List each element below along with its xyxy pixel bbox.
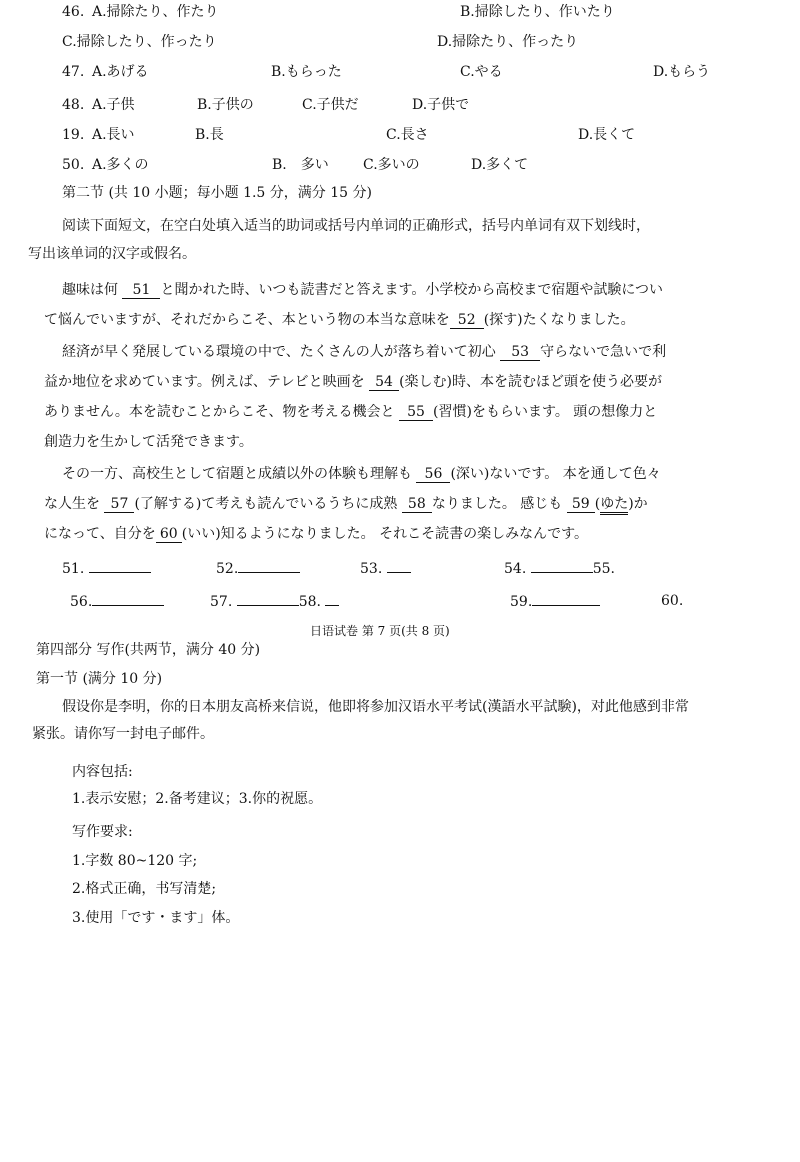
q49-option-d: D.長くて [578, 127, 636, 143]
answer-line[interactable] [532, 591, 600, 606]
answer-line[interactable] [531, 558, 593, 573]
q49-option-b: B.長 [195, 127, 224, 143]
double-underlined-word: ゆた [600, 496, 628, 515]
passage-text: (いい)知るようになりました。 それこそ読書の楽しみなんです。 [181, 526, 588, 542]
q48-option-c: C.子供だ [302, 97, 359, 113]
q50-number: 50. [62, 157, 85, 173]
passage-text: )か [628, 496, 648, 512]
passage-text: になって、自分を [44, 526, 156, 542]
passage-line-5 [44, 402, 657, 422]
passage-line-9 [44, 524, 588, 544]
part4-heading: 第四部分 写作(共两节，满分 40 分) [36, 642, 261, 658]
q48-option-a: A.子供 [92, 97, 135, 113]
answer-60: 60. [661, 593, 684, 609]
section2-heading: 第二节 (共 10 小题；每小题 1.5 分，满分 15 分) [62, 185, 372, 201]
blank-60: 60 [156, 526, 182, 543]
section2-instruction-line1: 阅读下面短文，在空白处填入适当的助词或括号内单词的正确形式，括号内单词有双下划线时， [62, 218, 650, 234]
passage-text: (探す)たくなりました。 [483, 312, 635, 328]
q50-option-a: A.多くの [92, 157, 149, 173]
blank-57: 57 [104, 496, 134, 513]
answer-59 [510, 591, 600, 612]
blank-52: 52 [450, 312, 484, 329]
passage-line-6: 創造力を生かして活発できます。 [44, 434, 253, 450]
passage-text: (楽しむ)時、本を読むほど頭を使う必要が [399, 374, 662, 390]
passage-line-7 [62, 464, 661, 484]
answer-56 [70, 591, 164, 612]
q47-number: 47. [62, 64, 85, 80]
answer-number: 52. [216, 561, 239, 577]
q46-number: 46. [62, 4, 85, 20]
requirement-3: 3.使用「です・ます」体。 [72, 910, 240, 926]
passage-text: て悩んでいますが、それだからこそ、本という物の本当な意味を [44, 312, 450, 328]
answer-line[interactable] [92, 591, 164, 606]
q46-option-d: D.掃除たり、作ったり [437, 34, 579, 50]
passage-text: 守らないで急いで利 [540, 344, 667, 360]
q50-option-b: B. 多い [272, 157, 329, 173]
passage-text: (習慣)をもらいます。 頭の想像力と [433, 404, 658, 420]
passage-text: (深い)ないです。 本を通して色々 [450, 466, 661, 482]
q47-option-a: A.あげる [92, 64, 149, 80]
q50-option-d: D.多くて [471, 157, 529, 173]
q50-option-c: C.多いの [363, 157, 420, 173]
prompt-line-1: 假设你是李明，你的日本朋友高桥来信说，他即将参加汉语水平考试(漢語水平試験)，对此他感到非常 [62, 699, 689, 715]
answer-line[interactable] [237, 591, 299, 606]
blank-58: 58 [402, 496, 432, 513]
q47-option-d: D.もらう [653, 64, 711, 80]
answer-number: 54. [504, 561, 527, 577]
answer-number: 51. [62, 561, 85, 577]
passage-text: 経済が早く発展している環境の中で、たくさんの人が落ち着いて初心 [62, 344, 501, 360]
q49-number: 19. [62, 127, 85, 143]
q46-option-a: A.掃除たり、作たり [92, 4, 219, 20]
blank-53: 53 [500, 344, 540, 361]
content-title: 内容包括: [72, 764, 133, 780]
passage-text: ( [594, 496, 601, 512]
passage-line-3 [62, 342, 666, 362]
answer-52 [216, 558, 300, 579]
passage-text: と聞かれた時、いつも読書だと答えます。小学校から高校まで宿題や試験につい [160, 282, 664, 298]
answer-line[interactable] [238, 558, 300, 573]
blank-51: 51 [122, 282, 160, 299]
passage-text: な人生を [44, 496, 105, 512]
passage-line-2 [44, 310, 635, 330]
passage-text: (了解する)て考えも読んでいるうちに成熟 [134, 496, 402, 512]
blank-56: 56 [416, 466, 450, 483]
answer-line[interactable] [89, 558, 151, 573]
content-items: 1.表示安慰；2.备考建议；3.你的祝愿。 [72, 791, 323, 807]
blank-55: 55 [399, 404, 433, 421]
requirement-1: 1.字数 80~120 字; [72, 853, 198, 869]
q49-option-c: C.長さ [386, 127, 429, 143]
blank-54: 54 [369, 374, 399, 391]
answer-57 [210, 591, 339, 612]
passage-text: その一方、高校生として宿題と成績以外の体験も理解も [62, 466, 417, 482]
answer-number: 56. [70, 594, 93, 610]
answer-line[interactable] [325, 591, 339, 606]
passage-line-4 [44, 372, 662, 392]
passage-text: 益か地位を求めています。例えば、テレビと映画を [44, 374, 370, 390]
answer-51 [62, 558, 151, 579]
q47-option-b: B.もらった [271, 64, 342, 80]
answer-number: 57. [210, 594, 233, 610]
q48-option-b: B.子供の [197, 97, 254, 113]
passage-line-8 [44, 494, 648, 514]
q46-option-b: B.掃除したり、作いたり [460, 4, 615, 20]
requirement-2: 2.格式正确，书写清楚; [72, 881, 217, 897]
requirements-title: 写作要求: [72, 824, 133, 840]
q48-option-d: D.子供で [412, 97, 470, 113]
q47-option-c: C.やる [460, 64, 503, 80]
passage-line-1 [62, 280, 663, 300]
prompt-line-2: 紧张。请你写一封电子邮件。 [32, 726, 214, 742]
q49-option-a: A.長い [92, 127, 135, 143]
answer-54 [504, 558, 615, 579]
passage-text: なりました。 感じも [431, 496, 567, 512]
part4-section1-heading: 第一节 (满分 10 分) [36, 671, 163, 687]
q46-option-c: C.掃除したり、作ったり [62, 34, 217, 50]
blank-59: 59 [567, 496, 595, 513]
section2-instruction-line2: 写出该单词的汉字或假名。 [28, 246, 196, 262]
passage-text: 趣味は何 [62, 282, 123, 298]
q48-number: 48. [62, 97, 85, 113]
passage-text: ありません。本を読むことからこそ、物を考える機会と [44, 404, 400, 420]
answer-number: 53. [360, 561, 383, 577]
answer-number: 58. [298, 594, 321, 610]
answer-number: 59. [510, 594, 533, 610]
answer-line[interactable] [387, 558, 411, 573]
answer-number: 55. [592, 561, 615, 577]
answer-53 [360, 558, 411, 579]
page-footer: 日语试卷 第 7 页(共 8 页) [310, 624, 450, 638]
